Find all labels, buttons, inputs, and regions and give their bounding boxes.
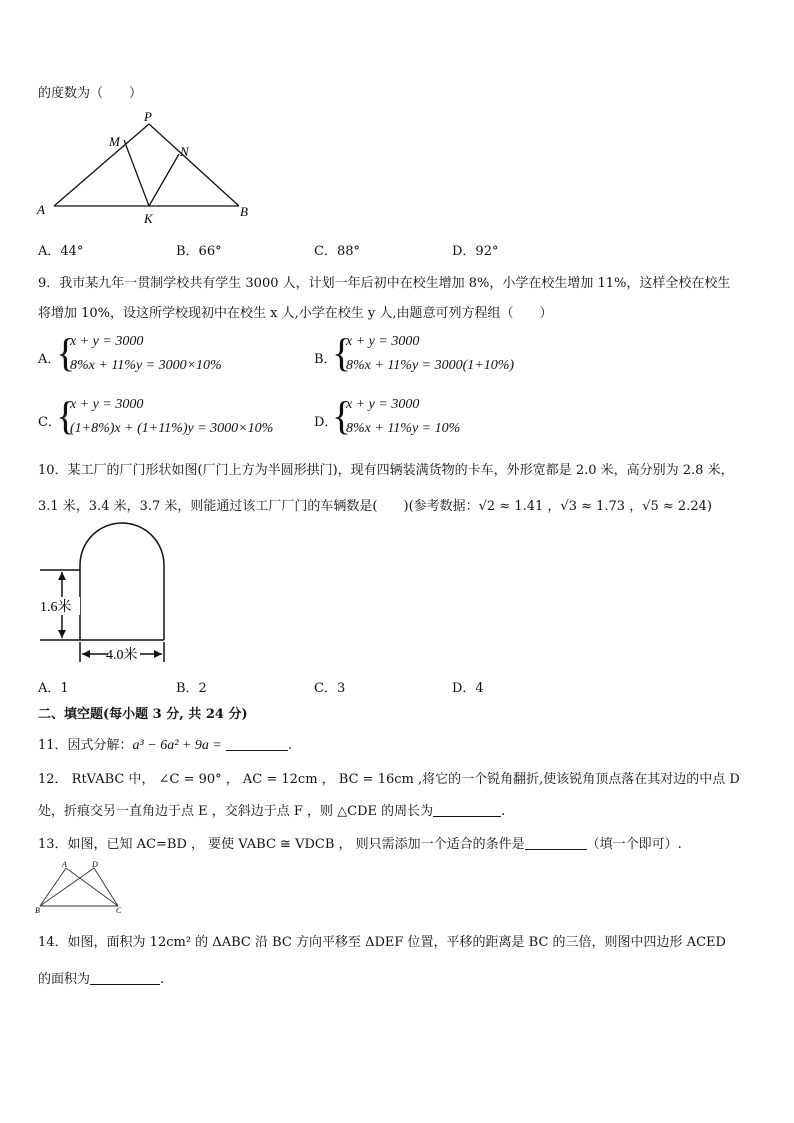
q9-b-eq1: x + y = 3000 — [346, 334, 420, 349]
label-D: D — [92, 860, 98, 869]
q9-a-eq1: x + y = 3000 — [70, 334, 144, 349]
q9-c-eq1: x + y = 3000 — [70, 397, 144, 412]
width-label: 4.0米 — [106, 648, 138, 663]
label-P: P — [144, 109, 152, 124]
q14-answer-blank[interactable] — [90, 972, 160, 985]
q9-option-d-letter: D． — [314, 415, 338, 430]
label-N: N — [180, 144, 189, 159]
q8-option-a: A．44° — [38, 244, 84, 259]
q10-gate-figure — [36, 520, 176, 666]
height-label: 1.6米 — [40, 600, 72, 615]
q10-option-b: B．2 — [176, 681, 207, 696]
q13-figure — [34, 858, 130, 914]
q9-option-a-letter: A． — [38, 352, 61, 367]
q11-suffix: . — [287, 738, 293, 753]
figure-lines — [40, 868, 118, 906]
q12-answer-blank[interactable] — [433, 804, 501, 817]
q12-line2 — [38, 800, 505, 819]
q10-line1: 10．某工厂的厂门形状如图(厂门上方为半圆形拱门)，现有四辆装满货物的卡车，外形宽都是 2.0 米，高分别为 2.8 米， — [38, 463, 734, 478]
q12-suffix: . — [501, 804, 506, 819]
q14-line2 — [38, 968, 164, 987]
brace-icon: { — [332, 330, 352, 375]
q9-b-eq2: 8%x + 11%y = 3000(1+10%) — [346, 358, 515, 373]
q11-answer-blank[interactable] — [226, 738, 288, 751]
brace-icon: { — [56, 330, 76, 375]
q8-figure — [34, 108, 264, 230]
q14-text: 的面积为 — [38, 972, 91, 987]
q11-line — [38, 734, 292, 754]
brace-icon: { — [332, 393, 352, 438]
q13-line — [38, 833, 682, 852]
label-B: B — [240, 204, 248, 219]
q8-option-b: B．66° — [176, 244, 222, 259]
q10-option-c: C．3 — [314, 681, 346, 696]
label-C: C — [116, 906, 122, 914]
label-B: B — [35, 906, 40, 914]
q9-option-b-letter: B． — [314, 352, 337, 367]
label-K: K — [144, 211, 153, 226]
q8-text: 的度数为（ ） — [38, 86, 143, 101]
q10-line2: 3.1 米，3.4 米，3.7 米，则能通过该工厂厂门的车辆数是( )(参考数据：√2 ≈ 1.41 ，√3 ≈ 1.73 ，√5 ≈ 2.24) — [38, 499, 712, 514]
q8-option-c: C．88° — [314, 244, 360, 259]
q9-d-eq2: 8%x + 11%y = 10% — [346, 421, 461, 436]
q9-a-eq2: 8%x + 11%y = 3000×10% — [70, 358, 222, 373]
q9-d-eq1: x + y = 3000 — [346, 397, 420, 412]
q11-prefix: 11．因式分解： — [38, 738, 133, 753]
q14-line1: 14．如图，面积为 12cm² 的 ΔABC 沿 BC 方向平移至 ΔDEF 位置，平移的距离是 BC 的三倍，则图中四边形 ACED — [38, 935, 726, 950]
q9-c-eq2: (1+8%)x + (1+11%)y = 3000×10% — [70, 421, 274, 436]
q10-option-d: D．4 — [452, 681, 484, 696]
q11-expr: a³ − 6a² + 9a = — [132, 738, 222, 753]
section-title: 二、填空题(每小题 3 分, 共 24 分) — [38, 707, 248, 722]
q10-option-a: A．1 — [38, 681, 69, 696]
gate-outline — [40, 523, 164, 662]
q13-text: 13．如图，已知 AC=BD ， 要使 VABC ≅ VDCB ， 则只需添加一个适合的条件是 — [38, 837, 525, 852]
q9-line2: 将增加 10%，设这所学校现初中在校生 x 人,小学在校生 y 人,由题意可列方程组（ ） — [38, 306, 553, 321]
label-A: A — [37, 202, 45, 217]
q8-option-d: D．92° — [452, 244, 499, 259]
brace-icon: { — [56, 393, 76, 438]
q12-line1: 12． RtVABC 中， ∠C = 90° ， AC = 12cm ， BC = 16cm ,将它的一个锐角翻折,使该锐角顶点落在其对边的中点 D — [38, 772, 740, 787]
q9-option-c-letter: C． — [38, 415, 61, 430]
label-M: M — [109, 134, 120, 149]
label-A: A — [62, 860, 67, 869]
q13-suffix: （填一个即可）. — [586, 837, 682, 852]
triangle-lines — [54, 124, 239, 206]
q13-answer-blank[interactable] — [525, 837, 587, 850]
q12-text: 处，折痕交另一直角边于点 E ，交斜边于点 F ，则 △CDE 的周长为 — [38, 804, 434, 819]
q14-suffix: . — [160, 972, 165, 987]
q9-line1: 9．我市某九年一贯制学校共有学生 3000 人，计划一年后初中在校生增加 8%，小学在校生增加 11%，这样全校在校生 — [38, 276, 731, 291]
